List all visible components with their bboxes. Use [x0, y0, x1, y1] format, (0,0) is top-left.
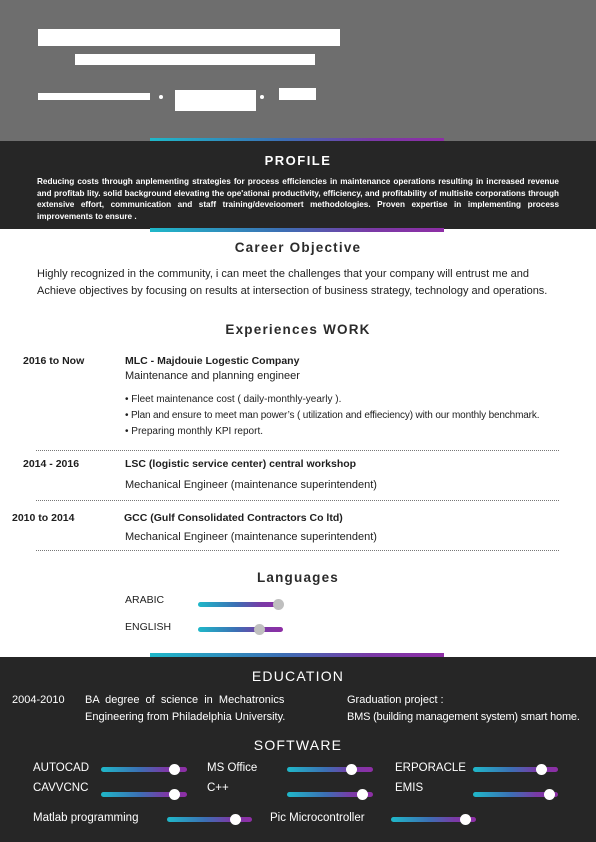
software-level-knob — [346, 764, 357, 775]
experience-title: Experiences WORK — [225, 322, 371, 337]
objective-line: Achieve objectives by focusing on results at intersection of business strategy, technology and operations. — [37, 285, 548, 297]
separator-dot — [260, 95, 264, 99]
job-years: 2016 to Now — [23, 355, 85, 367]
software-name: MS Office — [207, 762, 258, 774]
language-name: ENGLISH — [125, 621, 172, 633]
header — [0, 0, 596, 141]
profile-text: Reducing costs through anplementing strategies for process efficiencies in maintenance operations resulting in increased revenue and profitab lity. solid background elevating the ope'ationai productivity, efficiency, and profitability of multisite corporations through extensive effort, communication and staff training/deveioomert methodologies. Proven expertise in implementing process improvements to ensure . — [37, 177, 559, 221]
software-level-knob — [536, 764, 547, 775]
project-label: Graduation project : — [347, 694, 444, 706]
divider-dotted — [36, 500, 559, 501]
contact-email-redacted — [38, 93, 150, 100]
languages-title: Languages — [256, 570, 340, 585]
job-bullet: • Plan and ensure to meet man power’s ( utilization and effieciency) with our monthly benchmark. — [125, 410, 540, 421]
separator-dot — [159, 95, 163, 99]
education-years: 2004-2010 — [12, 694, 65, 706]
job-bullet: • Preparing monthly KPI report. — [125, 426, 264, 437]
language-level-bar — [198, 627, 283, 632]
job-role: Mechanical Engineer (maintenance superintendent) — [125, 479, 377, 491]
education-degree — [85, 692, 311, 726]
job-company: MLC - Majdouie Logestic Company — [125, 355, 300, 367]
software-name: ERPORACLE — [395, 762, 466, 774]
software-name: C++ — [207, 782, 229, 794]
name-redacted — [38, 29, 340, 46]
software-level-knob — [230, 814, 241, 825]
software-title: SOFTWARE — [253, 737, 343, 753]
job-years: 2010 to 2014 — [12, 512, 75, 524]
software-name: Pic Microcontroller — [270, 812, 365, 824]
language-level-knob — [273, 599, 284, 610]
contact-phone-redacted — [175, 90, 256, 111]
objective-title: Career Objective — [234, 240, 362, 255]
language-level-bar — [198, 602, 283, 607]
education-title: EDUCATION — [251, 668, 345, 684]
divider-dotted — [36, 550, 559, 551]
software-name: Matlab programming — [33, 812, 139, 824]
job-company: LSC (logistic service center) central workshop — [125, 458, 357, 470]
divider-bar — [150, 228, 444, 232]
divider-dotted — [36, 450, 559, 451]
job-bullet: • Fleet maintenance cost ( daily-monthly-yearly ). — [125, 394, 342, 405]
objective-line: Highly recognized in the community, i can meet the challenges that your company will entrust me and — [37, 268, 529, 280]
job-years: 2014 - 2016 — [23, 458, 80, 470]
software-name: EMIS — [395, 782, 424, 794]
degree-line: Engineering from Philadelphia University. — [85, 711, 286, 723]
job-role: Maintenance and planning engineer — [125, 370, 300, 382]
job-title-redacted — [75, 54, 315, 65]
degree-line: BA degree of science in Mechatronics — [85, 694, 285, 706]
contact-location-redacted — [279, 88, 316, 100]
software-level-knob — [544, 789, 555, 800]
language-name: ARABIC — [125, 594, 165, 606]
software-level-bar — [287, 767, 373, 772]
profile-title: PROFILE — [264, 153, 332, 168]
project-text: BMS (building management system) smart home. — [347, 711, 580, 723]
job-role: Mechanical Engineer (maintenance superintendent) — [125, 531, 377, 543]
language-level-knob — [254, 624, 265, 635]
software-level-knob — [169, 764, 180, 775]
graduation-project — [347, 692, 592, 726]
software-level-knob — [169, 789, 180, 800]
objective-text — [37, 266, 559, 300]
software-name: CAVVCNC — [33, 782, 89, 794]
software-name: AUTOCAD — [33, 762, 90, 774]
job-company: GCC (Gulf Consolidated Contractors Co ltd) — [124, 512, 343, 524]
